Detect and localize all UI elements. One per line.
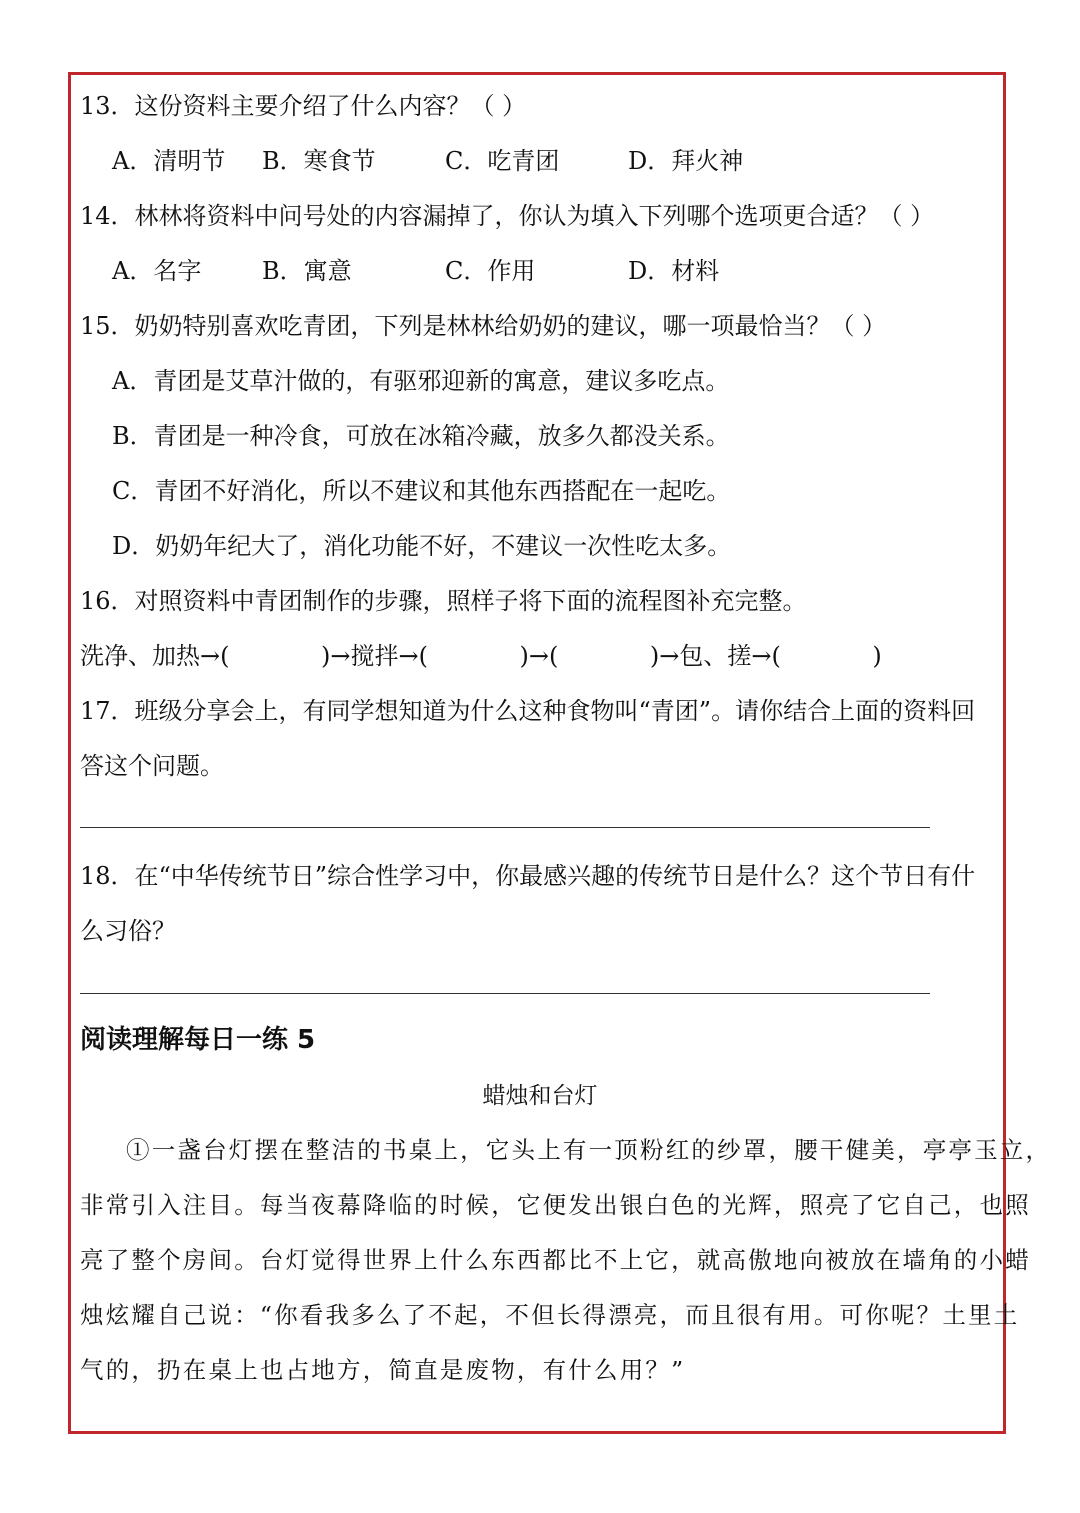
question-15-stem: 15．奶奶特别喜欢吃青团，下列是林林给奶奶的建议，哪一项最恰当？（ ）	[80, 312, 887, 340]
q13-option-b[interactable]: B．寒食节	[262, 147, 376, 175]
story-paragraph-line: 非常引入注目。每当夜幕降临的时候，它便发出银白色的光辉，照亮了它自己，也照	[80, 1191, 1031, 1219]
q13-option-c[interactable]: C．吃青团	[445, 147, 560, 175]
q15-option-c[interactable]: C．青团不好消化，所以不建议和其他东西搭配在一起吃。	[112, 477, 731, 505]
question-17-stem-line-1: 17．班级分享会上，有同学想知道为什么这种食物叫“青团”。请你结合上面的资料回	[80, 697, 976, 725]
question-17-stem-line-2: 答这个问题。	[80, 752, 224, 780]
q14-option-c[interactable]: C．作用	[445, 257, 536, 285]
q14-option-d[interactable]: D．材料	[628, 257, 720, 285]
question-18-stem-line-1: 18．在“中华传统节日”综合性学习中，你最感兴趣的传统节日是什么？这个节日有什	[80, 862, 976, 890]
story-paragraph-line: 气的，扔在桌上也占地方，简直是废物，有什么用？”	[80, 1356, 686, 1384]
story-paragraph-line: 亮了整个房间。台灯觉得世界上什么东西都比不上它，就高傲地向被放在墙角的小蜡	[80, 1246, 1031, 1274]
q15-option-d[interactable]: D．奶奶年纪大了，消化功能不好，不建议一次性吃太多。	[112, 532, 732, 560]
q14-option-a[interactable]: A．名字	[112, 257, 202, 285]
q13-option-d[interactable]: D．拜火神	[628, 147, 744, 175]
story-paragraph-line: ①一盏台灯摆在整洁的书桌上，它头上有一顶粉红的纱罩，腰干健美，亭亭玉立，	[126, 1136, 1052, 1164]
question-14-stem: 14．林林将资料中问号处的内容漏掉了，你认为填入下列哪个选项更合适？（ ）	[80, 202, 935, 230]
q16-flow-chart[interactable]: 洗净、加热→( )→搅拌→( )→( )→包、搓→( )	[80, 642, 882, 670]
story-title: 蜡烛和台灯	[482, 1083, 598, 1109]
q13-option-a[interactable]: A．清明节	[112, 147, 226, 175]
q14-option-b[interactable]: B．寓意	[262, 257, 352, 285]
q15-option-a[interactable]: A．青团是艾草汁做的，有驱邪迎新的寓意，建议多吃点。	[112, 367, 730, 395]
q17-answer-line[interactable]	[80, 827, 930, 828]
question-13-stem: 13．这份资料主要介绍了什么内容？（ ）	[80, 92, 527, 120]
q18-answer-line[interactable]	[80, 993, 930, 994]
question-16-stem: 16．对照资料中青团制作的步骤，照样子将下面的流程图补充完整。	[80, 587, 807, 615]
question-18-stem-line-2: 么习俗？	[80, 917, 176, 945]
story-paragraph-line: 烛炫耀自己说：“你看我多么了不起，不但长得漂亮，而且很有用。可你呢？土里土	[80, 1301, 1020, 1329]
q15-option-b[interactable]: B．青团是一种冷食，可放在冰箱冷藏，放多久都没关系。	[112, 422, 730, 450]
section-heading: 阅读理解每日一练 5	[80, 1025, 316, 1055]
